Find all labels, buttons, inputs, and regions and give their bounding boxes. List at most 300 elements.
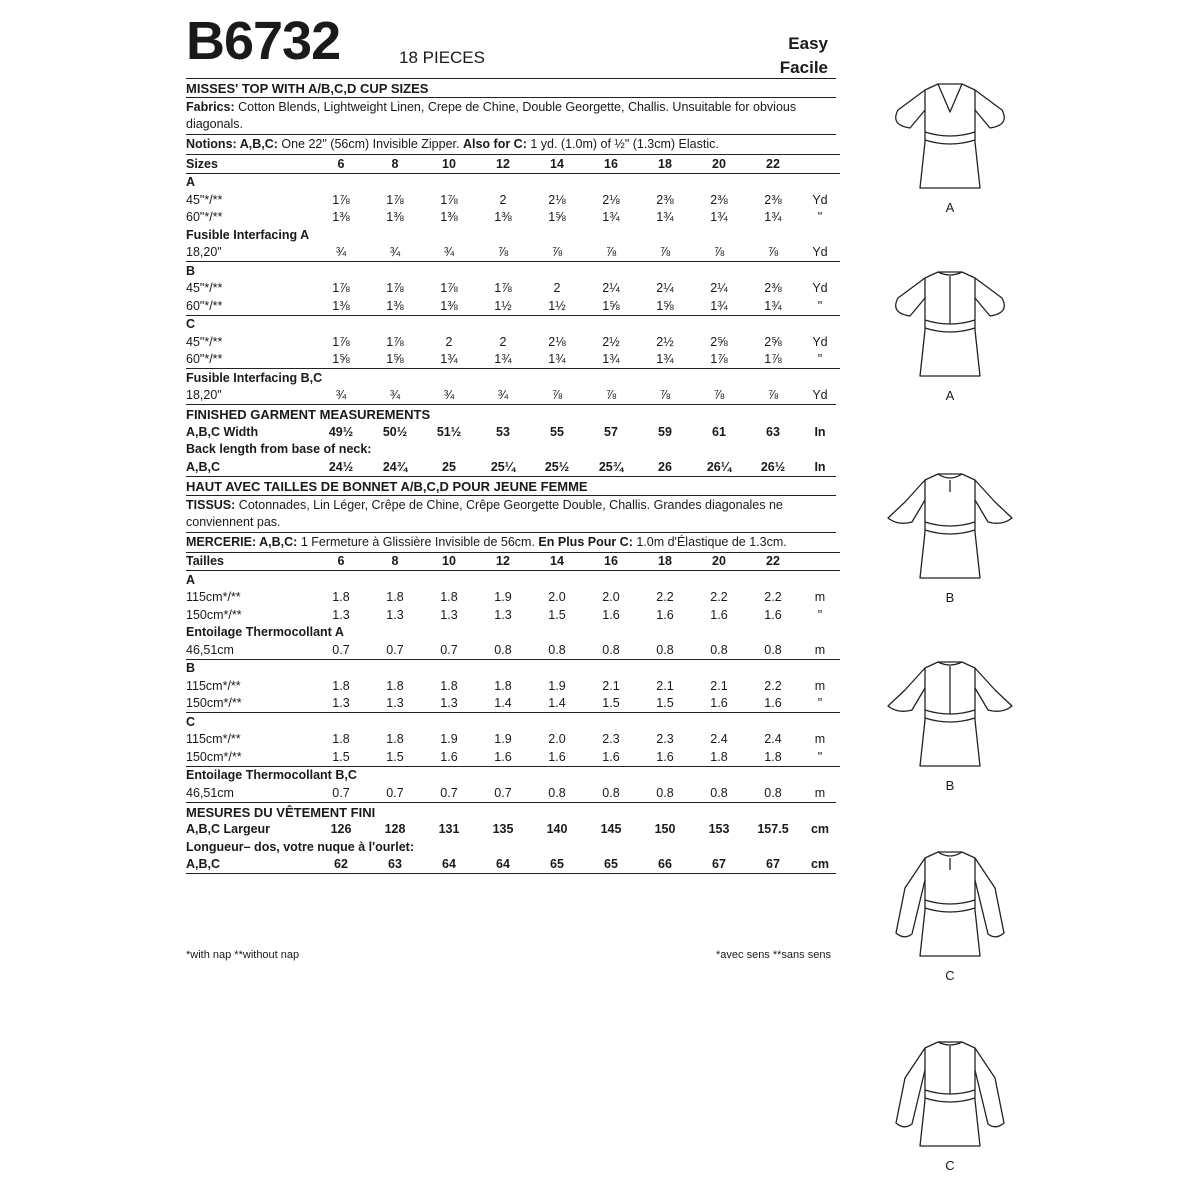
cell-value: 1.8 [386,732,404,747]
cell-value [746,766,800,784]
view-label: B [945,590,955,605]
row-label: 46,51cm [186,785,234,800]
french-finished-title: MESURES DU VÊTEMENT FINI [186,802,836,821]
cell-value [746,262,800,280]
table-row [186,173,840,191]
table-row [186,589,840,607]
cell-value [476,766,530,784]
cell-value: 18 [638,552,692,571]
garment-view-a-back [880,258,1020,403]
cell-value [692,659,746,677]
row-label: 45"*/** [186,281,223,296]
cell-value: 157.5 [757,822,789,837]
cell-value [314,315,368,333]
cell-value: 1.5 [332,749,350,764]
cell-value: ¾ [389,245,401,260]
cell-value: 1.6 [764,696,782,711]
cell-value [476,624,530,642]
cell-value [692,226,746,244]
cell-value [692,624,746,642]
cell-value: 1.3 [332,696,350,711]
cell-value: 20 [692,155,746,174]
cell-value: 1.3 [440,607,458,622]
garment-drawing [880,838,1020,963]
unit-label [800,173,840,191]
cell-value [368,262,422,280]
cell-value [368,369,422,387]
unit-label [800,571,840,589]
cell-value: 6 [314,552,368,571]
french-notions-text: 1 Fermeture à Glissière Invisible de 56cm. [297,534,539,549]
cell-value: 140 [546,822,568,837]
cell-value: 1.3 [440,696,458,711]
garment-drawing [880,70,1020,195]
cell-value: 1.6 [656,607,674,622]
garment-view-c-front [880,838,1020,983]
row-label: 150cm*/** [186,749,242,764]
cell-value [584,262,638,280]
cell-value: 1⅝ [656,298,674,313]
cell-value [584,369,638,387]
table-row [186,606,840,624]
cell-value [692,315,746,333]
row-label: 115cm*/** [186,732,241,747]
table-row [186,351,840,369]
cell-value [422,173,476,191]
cell-value: 1.9 [494,732,512,747]
cell-value: 2⅜ [764,192,782,207]
row-label: Tailles [186,552,314,571]
french-fabrics [186,495,836,532]
cell-value [422,766,476,784]
unit-label: Yd [812,334,828,349]
cell-value: 1.5 [602,696,620,711]
cell-value: 128 [384,822,406,837]
cell-value: 0.7 [386,785,404,800]
table-row [186,244,840,262]
row-label: 60"*/** [186,352,223,367]
english-notions [186,134,836,154]
cell-value [530,571,584,589]
row-label: 18,20" [186,388,222,403]
english-yardage-table [186,154,840,404]
cell-value: 8 [368,155,422,174]
cell-value [638,226,692,244]
cell-value: 1⅝ [548,210,566,225]
row-label: A,B,C [186,459,221,474]
table-row [186,731,840,749]
cell-value: 22 [746,155,800,174]
cell-value: 1.5 [656,696,674,711]
english-finished-title: FINISHED GARMENT MEASUREMENTS [186,404,836,423]
cell-value: ⅞ [767,388,779,403]
cell-value: 0.8 [602,785,620,800]
v-neckline [938,84,962,112]
english-fabrics-label: Fabrics: [186,100,235,114]
cell-value [746,713,800,731]
cell-value [584,571,638,589]
cell-value: 2⅜ [656,192,674,207]
unit-label [800,369,840,387]
cell-value [746,441,800,459]
cell-value: 1.6 [656,749,674,764]
cell-value [584,173,638,191]
row-label: Fusible Interfacing A [186,227,310,242]
cell-value: 1.4 [494,696,512,711]
cell-value: ¾ [497,388,509,403]
cell-value: 0.7 [386,642,404,657]
cell-value: 0.8 [494,642,512,657]
table-row [186,315,840,333]
cell-value: 2 [499,192,507,207]
view-label: A [945,200,955,215]
cell-value: 1⅞ [332,334,350,349]
cell-value [746,571,800,589]
yardage-chart [186,78,836,874]
cell-value: 2.3 [602,732,620,747]
english-fabrics-text: Cotton Blends, Lightweight Linen, Crepe de Chine, Double Georgette, Challis. Unsuitable for obvious diagonals. [186,100,797,131]
cell-value [584,766,638,784]
cell-value: 2⅛ [548,192,566,207]
cell-value: 12 [476,155,530,174]
cell-value [368,226,422,244]
cell-value [638,766,692,784]
cell-value [368,571,422,589]
cell-value [314,173,368,191]
cell-value: 1¾ [656,210,674,225]
cell-value [530,262,584,280]
cell-value [692,838,746,856]
cell-value: 1.8 [764,749,782,764]
unit-label: " [817,298,823,313]
cell-value: 63 [766,424,780,439]
table-row [186,713,840,731]
cell-value: 26 [658,459,672,474]
french-finished-table [186,821,840,874]
waistband [925,522,975,534]
table-row [186,209,840,227]
cell-value: 1⅞ [386,334,404,349]
cell-value: 1.8 [332,590,350,605]
cell-value: 1.9 [548,678,566,693]
cell-value: 14 [530,155,584,174]
unit-label [800,441,840,459]
cell-value [530,441,584,459]
row-label: Back length from base of neck: [186,442,372,457]
right-sleeve [975,278,1004,316]
cell-value [530,369,584,387]
row-label: 115cm*/** [186,678,241,693]
table-row [186,748,840,766]
table-row [186,262,840,280]
cell-value: 2.4 [764,732,782,747]
cell-value [638,262,692,280]
row-label: 115cm*/** [186,590,241,605]
cell-value [584,838,638,856]
cell-value: 1¾ [764,298,782,313]
cell-value: 1¾ [710,210,728,225]
french-notions-label: MERCERIE: A,B,C: [186,534,298,549]
cell-value: 2¼ [710,281,728,296]
table-row [186,766,840,784]
cell-value: 2½ [602,334,620,349]
cell-value [422,624,476,642]
cell-value: 2⅜ [764,281,782,296]
unit-label: Yd [812,245,828,260]
cell-value: 1.6 [602,749,620,764]
unit-label: Yd [812,192,828,207]
english-notions-also-text: 1 yd. (1.0m) of ½" (1.3cm) Elastic. [526,137,719,151]
cell-value: 1⅞ [332,192,350,207]
cell-value [368,713,422,731]
cell-value: 135 [492,822,514,837]
cell-value: 1.8 [494,678,512,693]
cell-value: 0.8 [710,785,728,800]
cell-value: 1.3 [494,607,512,622]
cell-value: 1⅜ [386,298,404,313]
cell-value [746,838,800,856]
cell-value: 2.0 [602,590,620,605]
unit-label: In [814,459,826,474]
cell-value: 0.7 [494,785,512,800]
french-notions [186,532,836,552]
cell-value: 1½ [548,298,566,313]
cell-value: 10 [422,552,476,571]
cell-value [422,713,476,731]
cell-value: 126 [330,822,352,837]
cell-value [638,369,692,387]
difficulty-english: Easy [788,34,828,53]
cell-value: 12 [476,552,530,571]
cell-value [692,441,746,459]
cell-value [746,369,800,387]
table-row [186,624,840,642]
cell-value: 2.1 [602,678,620,693]
cell-value [422,571,476,589]
piece-count: 18 PIECES [399,48,485,67]
cell-value: 1.6 [548,749,566,764]
cell-value: 2.4 [710,732,728,747]
cell-value: 1.5 [386,749,404,764]
row-label: 46,51cm [186,642,234,657]
english-notions-text: One 22" (56cm) Invisible Zipper. [277,137,463,151]
cell-value: 2 [445,334,453,349]
cell-value: 2.3 [656,732,674,747]
cell-value: 1.3 [332,607,350,622]
cell-value [422,226,476,244]
cell-value: 0.8 [602,642,620,657]
cell-value [368,441,422,459]
cell-value: 1⅜ [386,210,404,225]
cell-value: 67 [766,857,780,872]
cell-value: 2⅜ [710,192,728,207]
cell-value: 1.6 [602,607,620,622]
cell-value: 1.6 [440,749,458,764]
english-fabrics [186,97,836,134]
cell-value: 1⅜ [332,210,350,225]
cell-value: 0.7 [332,642,350,657]
cell-value: 1⅞ [440,192,458,207]
cell-value: 150 [654,822,676,837]
unit-label [800,315,840,333]
cell-value: 14 [530,552,584,571]
cell-value [638,713,692,731]
cell-value [476,369,530,387]
cell-value: 131 [438,822,460,837]
cell-value: 0.7 [332,785,350,800]
cell-value: 65 [550,857,564,872]
cell-value: 1¾ [710,298,728,313]
cell-value: ¾ [443,388,455,403]
cell-value [368,173,422,191]
table-row [186,333,840,351]
cell-value [530,838,584,856]
cell-value: 64 [442,857,456,872]
cell-value: ⅞ [713,388,725,403]
garment-view-c-back [880,1028,1020,1173]
cell-value [746,659,800,677]
cell-value: 145 [600,822,622,837]
cell-value: 16 [584,155,638,174]
french-fabrics-text: Cotonnades, Lin Léger, Crêpe de Chine, Crêpe Georgette Double, Challis. Grandes diagonales ne conviennent pas. [186,497,783,529]
cell-value [746,315,800,333]
unit-label: m [814,732,826,747]
row-label: A,B,C Largeur [186,822,271,837]
unit-label [800,659,840,677]
unit-label: m [814,785,826,800]
cell-value [746,173,800,191]
row-label: 60"*/** [186,298,223,313]
cell-value: 2⅝ [710,334,728,349]
cell-value: 1.9 [440,732,458,747]
cell-value: 57 [604,424,618,439]
cell-value: 1.9 [494,590,512,605]
cell-value: 61 [712,424,726,439]
cell-value: 0.8 [656,642,674,657]
table-row [186,856,840,874]
cell-value [692,173,746,191]
english-finished-table [186,423,840,476]
unit-label: " [817,352,823,367]
cell-value [692,369,746,387]
garment-drawing [880,460,1020,585]
cell-value: 24½ [328,459,354,474]
unit-label [800,838,840,856]
table-row [186,280,840,298]
waistband [925,900,975,912]
cell-value: 0.8 [764,785,782,800]
cell-value: 1⅝ [602,298,620,313]
cell-value: 1.8 [440,590,458,605]
cell-value [476,441,530,459]
cell-value [692,262,746,280]
table-row [186,441,840,459]
view-label: A [945,388,955,403]
cell-value: 2.2 [656,590,674,605]
cell-value: 1⅜ [494,210,512,225]
cell-value: 25¾ [598,459,624,474]
cell-value [530,766,584,784]
cell-value: ⅞ [767,245,779,260]
cell-value: 63 [388,857,402,872]
cell-value [530,226,584,244]
cell-value [584,624,638,642]
unit-label [800,226,840,244]
table-row [186,641,840,659]
view-label: C [945,968,955,983]
cell-value [584,315,638,333]
waistband [925,132,975,144]
unit-label [800,713,840,731]
garment-drawing [880,648,1020,773]
cell-value: 2.1 [710,678,728,693]
cell-value [476,315,530,333]
cell-value [584,659,638,677]
cell-value: ⅞ [605,388,617,403]
unit-label: m [814,590,826,605]
cell-value: 0.8 [764,642,782,657]
cell-value: 20 [692,552,746,571]
garment-view-b-back [880,648,1020,793]
cell-value: 53 [496,424,510,439]
unit-label [800,624,840,642]
view-label: C [945,1158,955,1173]
cell-value: 25¼ [490,459,516,474]
cell-value: 25 [442,459,456,474]
cell-value: 1.6 [710,607,728,622]
cell-value [746,226,800,244]
bottom-rule [186,873,836,874]
table-row [186,552,840,571]
cell-value [584,713,638,731]
cell-value: 2.1 [656,678,674,693]
row-label: 60"*/** [186,210,223,225]
cell-value: 2 [499,334,507,349]
cell-value: ¾ [443,245,455,260]
cell-value [530,659,584,677]
cell-value: 0.8 [656,785,674,800]
cell-value [746,624,800,642]
table-row [186,838,840,856]
cell-value [476,262,530,280]
unit-label: " [817,696,823,711]
cell-value: 1.4 [548,696,566,711]
cell-value: 55 [550,424,564,439]
french-fabrics-label: TISSUS: [186,497,236,512]
footnote-english: *with nap **without nap [186,949,300,961]
cell-value [476,571,530,589]
cell-value [368,315,422,333]
garment-drawing [880,1028,1020,1153]
footnote-french: *avec sens **sans sens [716,949,831,961]
cell-value: 25½ [544,459,570,474]
cell-value: ⅞ [713,245,725,260]
table-row [186,191,840,209]
cell-value [692,571,746,589]
cell-value: 22 [746,552,800,571]
cell-value: 1⅞ [710,352,728,367]
table-row [186,659,840,677]
cell-value: 1¾ [548,352,566,367]
cell-value: 1⅞ [440,281,458,296]
garment-view-b-front [880,460,1020,605]
cell-value: 2.2 [764,678,782,693]
split-neckline [938,474,962,492]
unit-label: cm [810,857,830,872]
row-label: Entoilage Thermocollant A [186,625,344,640]
cell-value: 50½ [382,424,408,439]
cell-value: 1.6 [494,749,512,764]
